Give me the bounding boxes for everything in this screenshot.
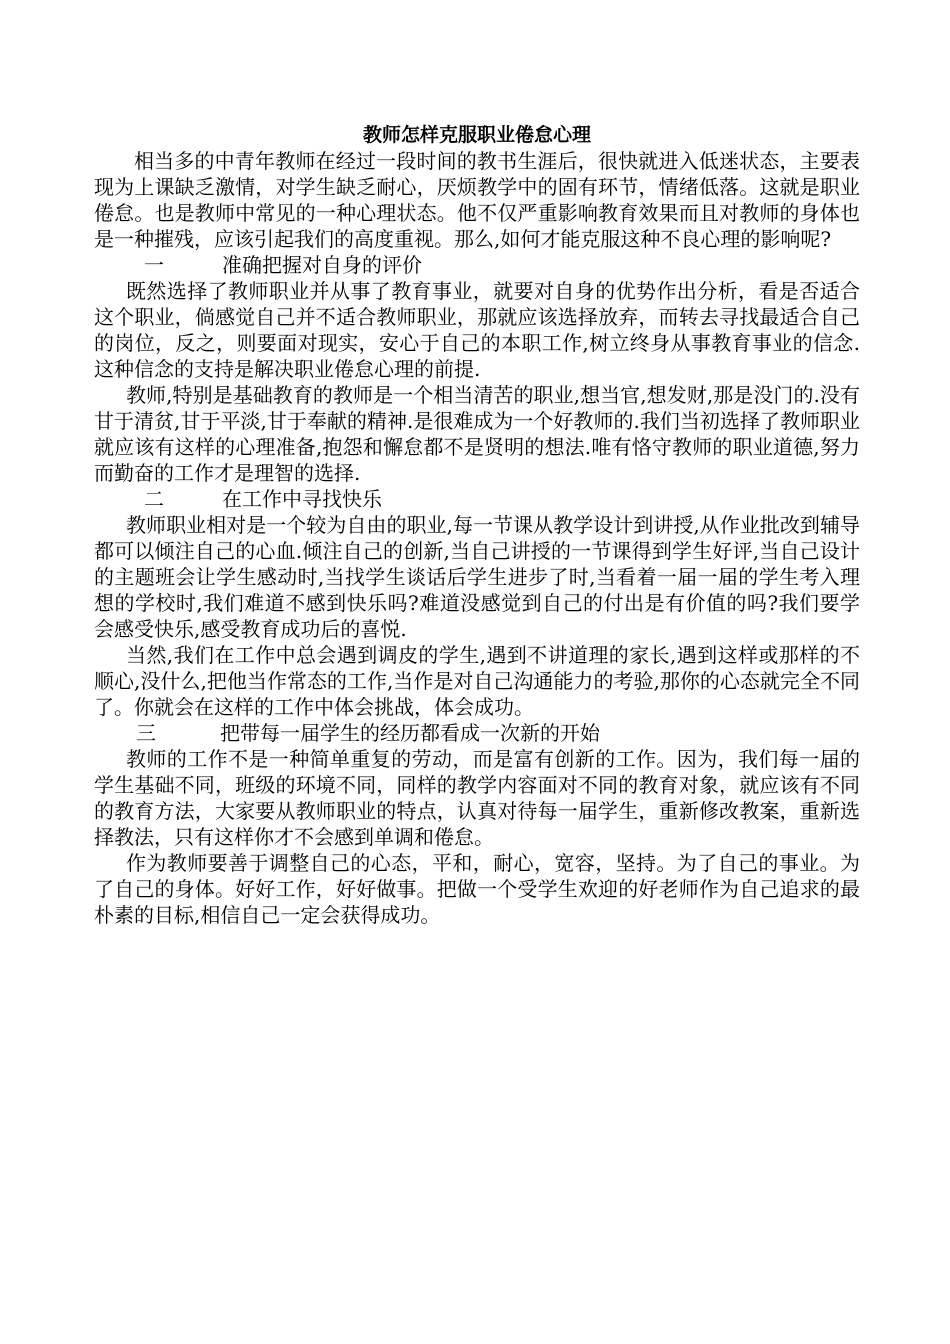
section-3-number: 三 [136,721,156,745]
intro-paragraph: 相当多的中青年教师在经过一段时间的教书生涯后，很快就进入低迷状态，主要表现为上课缺乏激情，对学生缺乏耐心，厌烦教学中的固有环节，情绪低落。这就是职业倦怠。也是教师中常见的一种心理状态。他不仅严重影响教育效果而且对教师的身体也是一种摧残，应该引起我们的高度重视。那么,如何才能克服这种不良心理的影响呢? [94,149,860,251]
section-1-title: 准确把握对自身的评价 [222,253,422,277]
section-3-paragraph-2: 作为教师要善于调整自己的心态，平和，耐心，宽容，坚持。为了自己的事业。为了自己的身体。好好工作，好好做事。把做一个受学生欢迎的好老师作为自己追求的最朴素的目标,相信自己一定会获得成功。 [94,851,860,927]
section-2-heading [94,486,860,512]
section-2-paragraph-2: 当然,我们在工作中总会遇到调皮的学生,遇到不讲道理的家长,遇到这样或那样的不顺心,没什么,把他当作常态的工作,当作是对自己沟通能力的考验,那你的心态就完全不同了。你就会在这样的工作中体会挑战，体会成功。 [94,643,860,719]
section-3-paragraph-1: 教师的工作不是一种简单重复的劳动，而是富有创新的工作。因为，我们每一届的学生基础不同，班级的环境不同，同样的教学内容面对不同的教育对象，就应该有不同的教育方法，大家要从教师职业的特点，认真对待每一届学生，重新修改教案，重新选择教法，只有这样你才不会感到单调和倦怠。 [94,747,860,849]
section-1-heading [94,252,860,278]
section-3-heading [94,720,860,746]
document-title: 教师怎样克服职业倦怠心理 [362,124,591,146]
section-1-number: 一 [144,253,164,277]
section-2-paragraph-1: 教师职业相对是一个较为自由的职业,每一节课从教学设计到讲授,从作业批改到辅导都可以倾注自己的心血.倾注自己的创新,当自己讲授的一节课得到学生好评,当自己设计的主题班会让学生感动时,当找学生谈话后学生进步了时,当看着一届一届的学生考入理想的学校时,我们难道不感到快乐吗?难道没感觉到自己的付出是有价值的吗?我们要学会感受快乐,感受教育成功后的喜悦. [94,513,860,641]
section-2-number: 二 [144,487,164,511]
section-3-title: 把带每一届学生的经历都看成一次新的开始 [220,721,600,745]
section-1-paragraph-1: 既然选择了教师职业并从事了教育事业，就要对自身的优势作出分析，看是否适合这个职业，倘感觉自己并不适合教师职业，那就应该选择放弃，而转去寻找最适合自己的岗位，反之，则要面对现实，安心于自己的本职工作,树立终身从事教育事业的信念.这种信念的支持是解决职业倦怠心理的前提. [94,279,860,381]
section-1-paragraph-2: 教师,特别是基础教育的教师是一个相当清苦的职业,想当官,想发财,那是没门的.没有甘于清贫,甘于平淡,甘于奉献的精神.是很难成为一个好教师的.我们当初选择了教师职业就应该有这样的心理准备,抱怨和懈怠都不是贤明的想法.唯有恪守教师的职业道德,努力而勤奋的工作才是理智的选择. [94,383,860,485]
document-page [94,122,860,928]
section-2-title: 在工作中寻找快乐 [222,487,382,511]
